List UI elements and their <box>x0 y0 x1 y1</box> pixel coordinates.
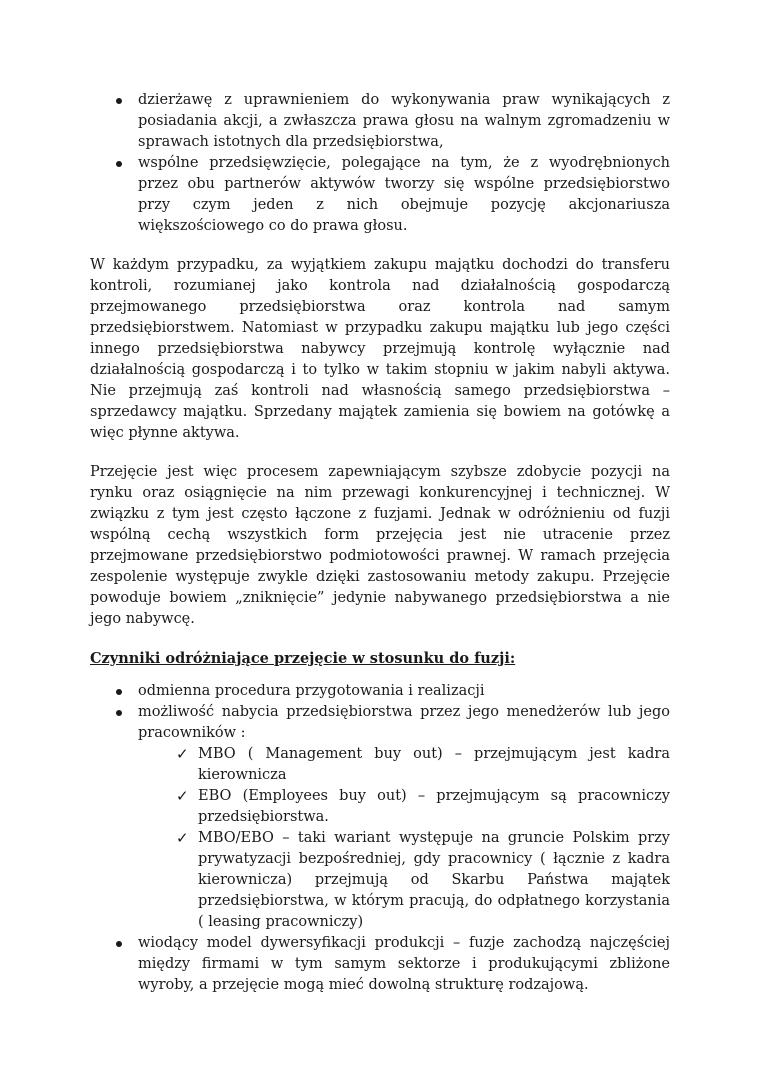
paragraph-acquisition-process: Przejęcie jest więc procesem zapewniającym szybsze zdobycie pozycji na rynku oraz osiągnięcie na nim przewagi konkurencyjnej i technicznej. W związku z tym jest często łączone z fuzjami. Jednak w odróżnieniu od fuzji wspólną cechą wszystkich form przejęcia jest nie utracenie przez przejmowane przedsiębiorstwo podmiotowości prawnej. W ramach przejęcia zespolenie występuje zwykle dzięki zastosowaniu metody zakupu. Przejęcie powoduje bowiem „zniknięcie” jedynie nabywanego przedsiębiorstwa a nie jego nabywcę. <box>90 464 670 627</box>
checkmark-sublist <box>138 744 670 933</box>
section-heading: Czynniki odróżniające przejęcie w stosunku do fuzji: <box>90 650 516 667</box>
list-item <box>90 933 670 996</box>
check-item-text: EBO (Employees buy out) – przejmującym są pracowniczy przedsiębiorstwa. <box>198 788 670 825</box>
factors-bullet-list <box>90 681 670 996</box>
list-item: wspólne przedsięwzięcie, polegające na tym, że z wyodrębnionych przez obu partnerów aktywów tworzy się wspólne przedsiębiorstwo przy czym jeden z nich obejmuje pozycję akcjonariusza większościowego co do prawa głosu. <box>90 153 670 237</box>
list-item-text: możliwość nabycia przedsiębiorstwa przez jego menedżerów lub jego pracowników : <box>138 704 670 741</box>
list-item <box>90 681 670 702</box>
paragraph-control-transfer: W każdym przypadku, za wyjątkiem zakupu majątku dochodzi do transferu kontroli, rozumianej jako kontrola nad działalnością gospodarczą przejmowanego przedsiębiorstwa oraz kontrola nad samym przedsiębiorstwem. Natomiast w przypadku zakupu majątku lub jego części innego przedsiębiorstwa nabywcy przejmują kontrolę wyłącznie nad działalnością gospodarczą i to tylko w takim stopniu w jakim nabyli aktywa. Nie przejmują zaś kontroli nad własnością samego przedsiębiorstwa – sprzedawcy majątku. Sprzedany majątek zamienia się bowiem na gotówkę a więc płynne aktywa. <box>90 257 670 441</box>
check-list-item <box>138 744 670 786</box>
list-item-text: odmienna procedura przygotowania i realizacji <box>138 683 485 699</box>
list-item <box>90 702 670 933</box>
intro-bullet-list <box>90 90 670 237</box>
checkmark-icon: ✓ <box>176 745 189 763</box>
check-list-item <box>138 828 670 933</box>
document-page <box>90 90 670 996</box>
checkmark-icon: ✓ <box>176 787 189 805</box>
check-list-item <box>138 786 670 828</box>
check-item-text: MBO ( Management buy out) – przejmującym jest kadra kierownicza <box>198 746 670 783</box>
list-item: dzierżawę z uprawnieniem do wykonywania praw wynikających z posiadania akcji, a zwłaszcza prawa głosu na walnym zgromadzeniu w sprawach istotnych dla przedsiębiorstwa, <box>90 90 670 153</box>
list-item-text: wiodący model dywersyfikacji produkcji – fuzje zachodzą najczęściej między firmami w tym samym sektorze i produkującymi zbliżone wyroby, a przejęcie mogą mieć dowolną strukturę rodzajową. <box>138 935 670 993</box>
check-item-text: MBO/EBO – taki wariant występuje na gruncie Polskim przy prywatyzacji bezpośredniej, gdy pracownicy ( łącznie z kadra kierownicza) przejmują od Skarbu Państwa majątek przedsiębiorstwa, w którym pracują, do odpłatnego korzystania ( leasing pracowniczy) <box>198 830 670 930</box>
checkmark-icon: ✓ <box>176 829 189 847</box>
